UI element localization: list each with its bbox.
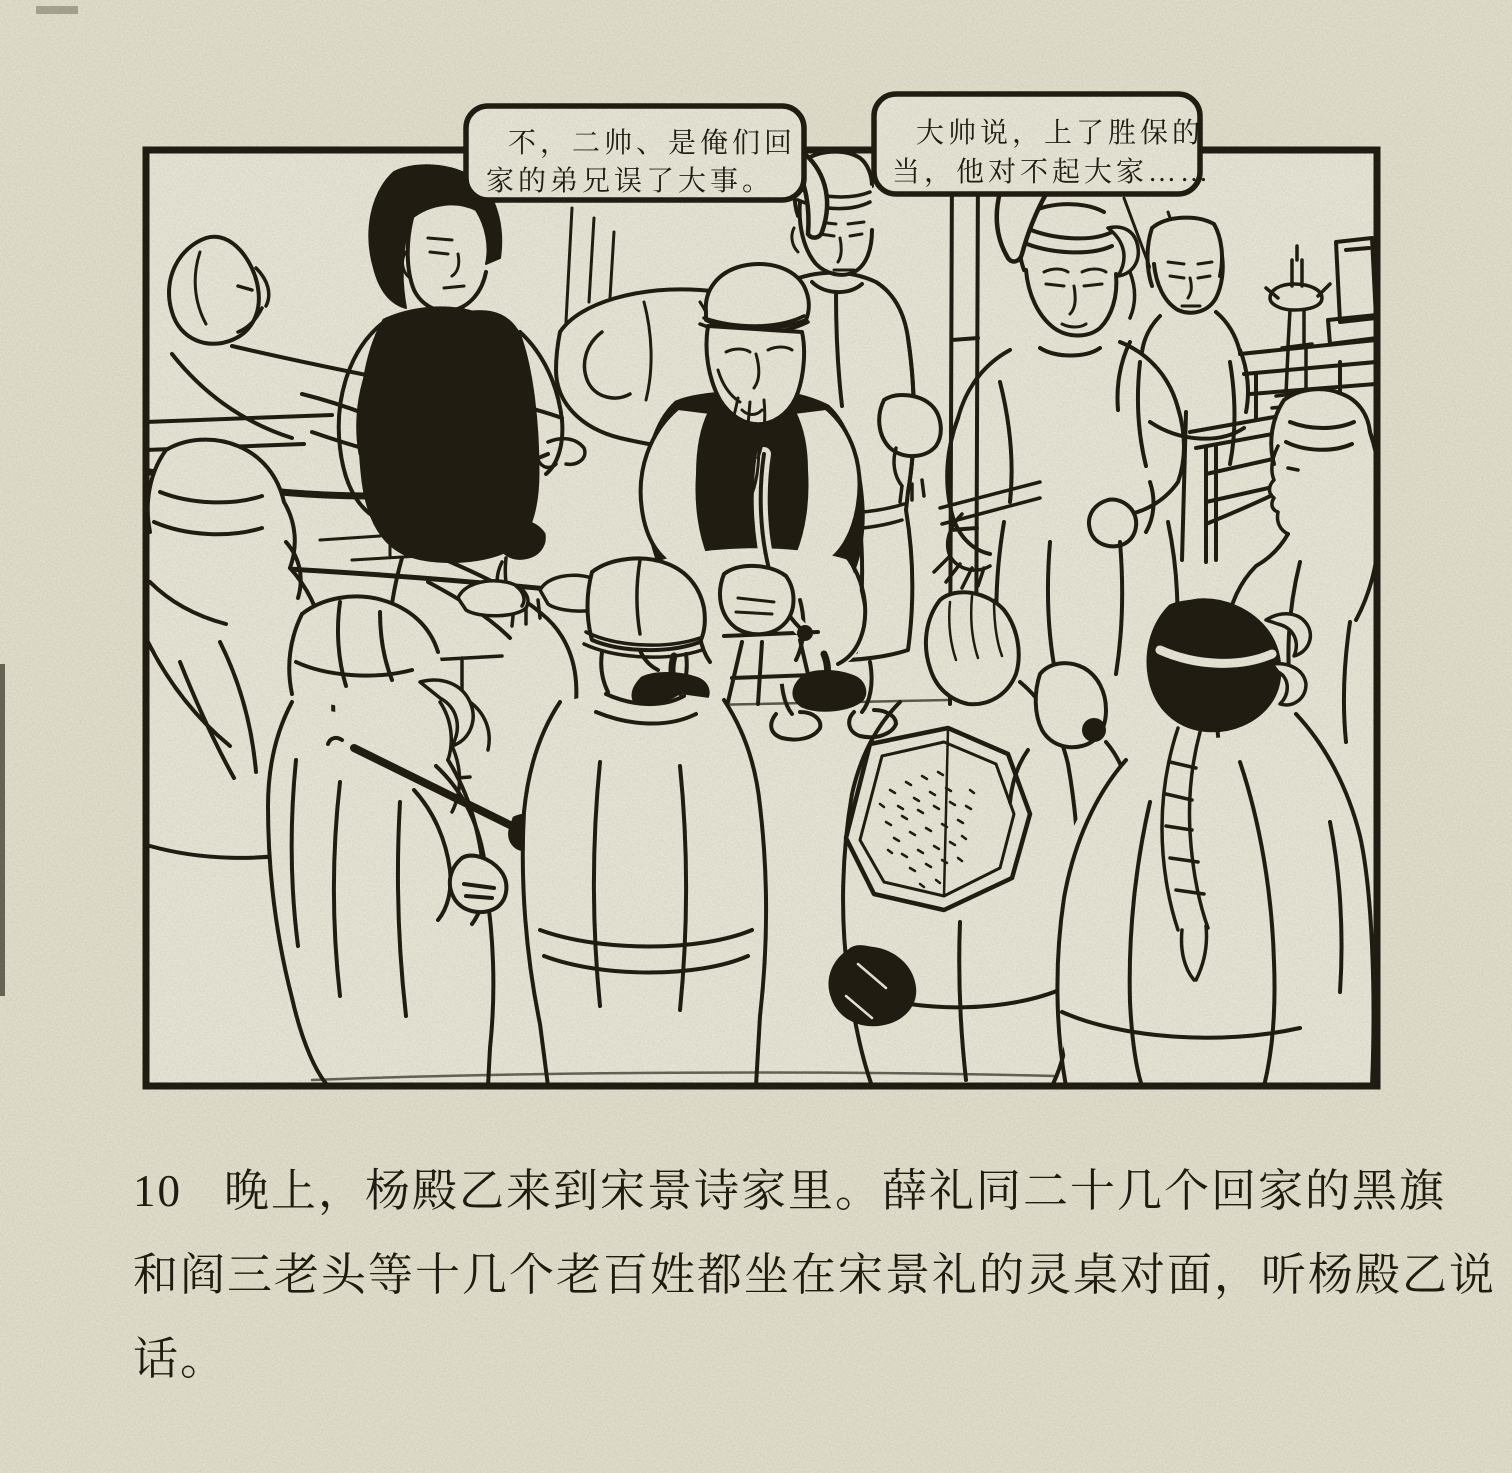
speech-bubble-1-line-2: 家的弟兄误了大事。 [486,166,775,197]
caption-panel-number: 10 [133,1166,182,1216]
speech-bubble-1-line-1: 不，二帅、是俺们回 [508,128,797,159]
caption-line-3: 话。 [133,1334,228,1384]
caption-line-2: 和阎三老头等十几个老百姓都坐在宋景礼的灵桌对面，听杨殿乙说 [133,1250,1497,1300]
caption-line-1: 晚上，杨殿乙来到宋景诗家里。薛礼同二十几个回家的黑旗 [224,1166,1447,1216]
speech-bubble-2-line-2: 当，他对不起大家…… [892,157,1213,188]
speech-bubble-2-line-1: 大帅说，上了胜保的 [916,118,1205,149]
